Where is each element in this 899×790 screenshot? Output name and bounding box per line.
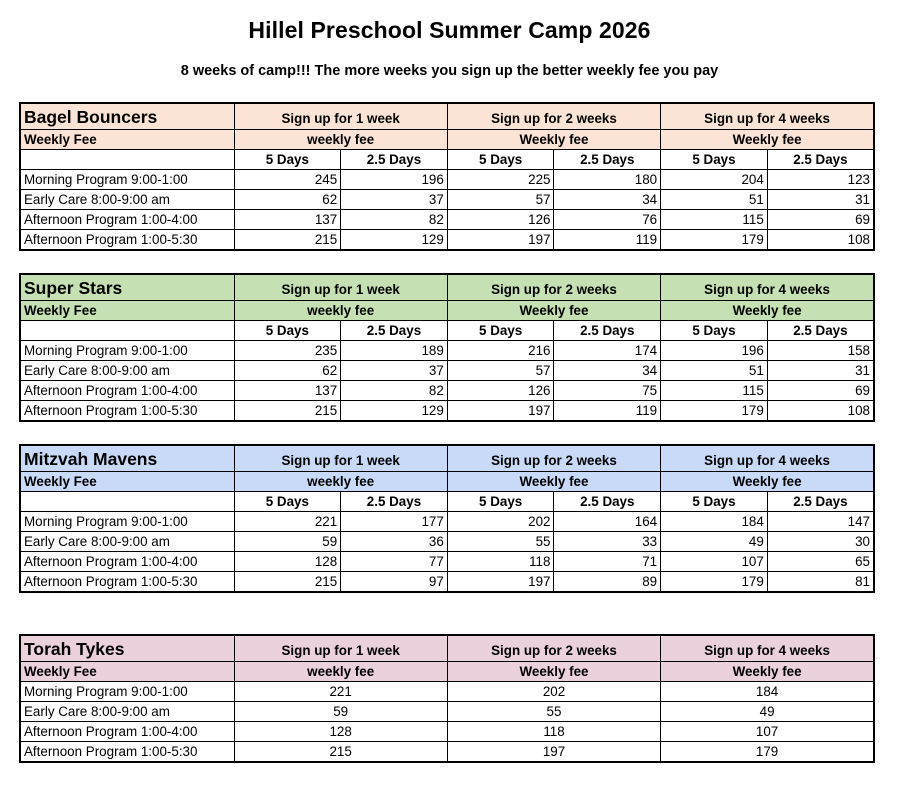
table-row	[20, 230, 874, 251]
fee-value: 126	[447, 381, 554, 401]
fee-value: 202	[447, 512, 554, 532]
header-sign-up-2-weeks: Sign up for 2 weeks	[447, 103, 660, 130]
days-2-5-header: 2.5 Days	[341, 150, 448, 170]
fee-value: 49	[661, 532, 768, 552]
weekly-fee-header: weekly fee	[234, 472, 447, 492]
fee-value: 57	[447, 361, 554, 381]
header-sign-up-4-weeks: Sign up for 4 weeks	[661, 103, 874, 130]
fee-value: 137	[234, 210, 341, 230]
days-5-header: 5 Days	[234, 150, 341, 170]
fee-value: 179	[661, 572, 768, 593]
fee-value: 196	[341, 170, 448, 190]
fee-table-mitzvah-mavens	[19, 444, 875, 593]
days-2-5-header: 2.5 Days	[767, 321, 874, 341]
fee-value: 179	[661, 401, 768, 422]
fee-value: 129	[341, 230, 448, 251]
fee-value: 177	[341, 512, 448, 532]
fee-value: 197	[447, 401, 554, 422]
fee-value: 81	[767, 572, 874, 593]
fee-table-super-stars	[19, 273, 875, 422]
fee-value: 62	[234, 190, 341, 210]
fee-value: 30	[767, 532, 874, 552]
fee-value: 34	[554, 361, 661, 381]
days-5-header: 5 Days	[447, 492, 554, 512]
days-5-header: 5 Days	[447, 321, 554, 341]
fee-value: 128	[234, 552, 341, 572]
table-row	[20, 210, 874, 230]
table-row	[20, 572, 874, 593]
days-5-header: 5 Days	[661, 492, 768, 512]
fee-value: 179	[661, 230, 768, 251]
program-label: Early Care 8:00-9:00 am	[20, 190, 234, 210]
fee-value: 215	[234, 401, 341, 422]
weekly-fee-header: Weekly fee	[447, 662, 660, 682]
days-2-5-header: 2.5 Days	[554, 492, 661, 512]
fee-value: 115	[661, 210, 768, 230]
fee-value: 164	[554, 512, 661, 532]
fee-value: 221	[234, 682, 447, 702]
fee-value: 33	[554, 532, 661, 552]
program-label: Afternoon Program 1:00-5:30	[20, 401, 234, 422]
program-label: Early Care 8:00-9:00 am	[20, 361, 234, 381]
fee-value: 216	[447, 341, 554, 361]
program-label: Morning Program 9:00-1:00	[20, 682, 234, 702]
fee-value: 215	[234, 572, 341, 593]
fee-value: 31	[767, 190, 874, 210]
days-2-5-header: 2.5 Days	[554, 321, 661, 341]
header-sign-up-1-week: Sign up for 1 week	[234, 274, 447, 301]
header-sign-up-2-weeks: Sign up for 2 weeks	[447, 635, 660, 662]
days-2-5-header: 2.5 Days	[341, 492, 448, 512]
fee-value: 215	[234, 742, 447, 763]
fee-value: 65	[767, 552, 874, 572]
program-label: Afternoon Program 1:00-4:00	[20, 722, 234, 742]
fee-value: 62	[234, 361, 341, 381]
fee-value: 158	[767, 341, 874, 361]
weekly-fee-header: weekly fee	[234, 662, 447, 682]
group-name: Bagel Bouncers	[20, 103, 234, 130]
table-row	[20, 381, 874, 401]
fee-value: 179	[661, 742, 874, 763]
weekly-fee-label: Weekly Fee	[20, 130, 234, 150]
program-label: Afternoon Program 1:00-4:00	[20, 381, 234, 401]
days-5-header: 5 Days	[234, 492, 341, 512]
fee-value: 57	[447, 190, 554, 210]
table-row	[20, 401, 874, 422]
page-title: Hillel Preschool Summer Camp 2026	[248, 17, 651, 43]
header-sign-up-1-week: Sign up for 1 week	[234, 103, 447, 130]
weekly-fee-label: Weekly Fee	[20, 301, 234, 321]
program-label: Afternoon Program 1:00-4:00	[20, 210, 234, 230]
weekly-fee-header: Weekly fee	[661, 301, 874, 321]
fee-value: 59	[234, 702, 447, 722]
fee-table-bagel-bouncers	[19, 102, 875, 251]
program-label: Afternoon Program 1:00-5:30	[20, 230, 234, 251]
weekly-fee-header: Weekly fee	[447, 301, 660, 321]
program-label: Early Care 8:00-9:00 am	[20, 702, 234, 722]
header-sign-up-1-week: Sign up for 1 week	[234, 635, 447, 662]
fee-value: 31	[767, 361, 874, 381]
program-label: Morning Program 9:00-1:00	[20, 170, 234, 190]
table-row	[20, 702, 874, 722]
fee-value: 204	[661, 170, 768, 190]
table-row	[20, 552, 874, 572]
days-2-5-header: 2.5 Days	[341, 321, 448, 341]
fee-value: 128	[234, 722, 447, 742]
header-sign-up-2-weeks: Sign up for 2 weeks	[447, 445, 660, 472]
fee-value: 147	[767, 512, 874, 532]
fee-value: 115	[661, 381, 768, 401]
page-subtitle: 8 weeks of camp!!! The more weeks you sign up the better weekly fee you pay	[180, 63, 719, 79]
fee-value: 55	[447, 702, 660, 722]
fee-value: 123	[767, 170, 874, 190]
weekly-fee-header: Weekly fee	[447, 472, 660, 492]
table-row	[20, 742, 874, 763]
fee-value: 196	[661, 341, 768, 361]
fee-value: 197	[447, 230, 554, 251]
fee-value: 184	[661, 682, 874, 702]
fee-value: 36	[341, 532, 448, 552]
fee-value: 119	[554, 230, 661, 251]
empty-cell	[20, 492, 234, 512]
fee-value: 221	[234, 512, 341, 532]
weekly-fee-label: Weekly Fee	[20, 662, 234, 682]
fee-value: 51	[661, 190, 768, 210]
days-5-header: 5 Days	[661, 321, 768, 341]
table-row	[20, 341, 874, 361]
fee-value: 37	[341, 361, 448, 381]
fee-value: 129	[341, 401, 448, 422]
table-row	[20, 532, 874, 552]
program-label: Early Care 8:00-9:00 am	[20, 532, 234, 552]
program-label: Afternoon Program 1:00-4:00	[20, 552, 234, 572]
fee-value: 76	[554, 210, 661, 230]
group-name: Mitzvah Mavens	[20, 445, 234, 472]
days-5-header: 5 Days	[661, 150, 768, 170]
header-sign-up-4-weeks: Sign up for 4 weeks	[661, 635, 874, 662]
fee-value: 37	[341, 190, 448, 210]
weekly-fee-header: Weekly fee	[661, 662, 874, 682]
program-label: Morning Program 9:00-1:00	[20, 512, 234, 532]
program-label: Afternoon Program 1:00-5:30	[20, 742, 234, 763]
weekly-fee-header: Weekly fee	[661, 130, 874, 150]
fee-value: 235	[234, 341, 341, 361]
empty-cell	[20, 321, 234, 341]
fee-value: 107	[661, 552, 768, 572]
days-2-5-header: 2.5 Days	[767, 150, 874, 170]
days-2-5-header: 2.5 Days	[554, 150, 661, 170]
fee-value: 59	[234, 532, 341, 552]
fee-value: 108	[767, 230, 874, 251]
fee-value: 107	[661, 722, 874, 742]
fee-value: 118	[447, 722, 660, 742]
fee-value: 71	[554, 552, 661, 572]
table-row	[20, 170, 874, 190]
weekly-fee-header: weekly fee	[234, 301, 447, 321]
fee-value: 108	[767, 401, 874, 422]
fee-value: 77	[341, 552, 448, 572]
header-sign-up-4-weeks: Sign up for 4 weeks	[661, 445, 874, 472]
header-sign-up-1-week: Sign up for 1 week	[234, 445, 447, 472]
fee-value: 119	[554, 401, 661, 422]
fee-value: 184	[661, 512, 768, 532]
table-row	[20, 361, 874, 381]
fee-value: 197	[447, 742, 660, 763]
header-sign-up-2-weeks: Sign up for 2 weeks	[447, 274, 660, 301]
fee-value: 202	[447, 682, 660, 702]
fee-value: 137	[234, 381, 341, 401]
fee-value: 51	[661, 361, 768, 381]
weekly-fee-header: Weekly fee	[661, 472, 874, 492]
table-row	[20, 190, 874, 210]
fee-value: 197	[447, 572, 554, 593]
weekly-fee-label: Weekly Fee	[20, 472, 234, 492]
program-label: Morning Program 9:00-1:00	[20, 341, 234, 361]
days-5-header: 5 Days	[447, 150, 554, 170]
fee-value: 49	[661, 702, 874, 722]
fee-value: 97	[341, 572, 448, 593]
table-row	[20, 512, 874, 532]
empty-cell	[20, 150, 234, 170]
fee-value: 55	[447, 532, 554, 552]
fee-value: 189	[341, 341, 448, 361]
fee-value: 82	[341, 210, 448, 230]
table-row	[20, 722, 874, 742]
fee-value: 174	[554, 341, 661, 361]
days-2-5-header: 2.5 Days	[767, 492, 874, 512]
fee-table-torah-tykes	[19, 634, 875, 763]
days-5-header: 5 Days	[234, 321, 341, 341]
table-row	[20, 682, 874, 702]
fee-value: 215	[234, 230, 341, 251]
fee-value: 126	[447, 210, 554, 230]
group-name: Torah Tykes	[20, 635, 234, 662]
program-label: Afternoon Program 1:00-5:30	[20, 572, 234, 593]
fee-value: 118	[447, 552, 554, 572]
fee-value: 34	[554, 190, 661, 210]
fee-value: 69	[767, 381, 874, 401]
fee-value: 75	[554, 381, 661, 401]
fee-value: 245	[234, 170, 341, 190]
header-sign-up-4-weeks: Sign up for 4 weeks	[661, 274, 874, 301]
weekly-fee-header: weekly fee	[234, 130, 447, 150]
weekly-fee-header: Weekly fee	[447, 130, 660, 150]
fee-value: 82	[341, 381, 448, 401]
fee-value: 225	[447, 170, 554, 190]
fee-value: 69	[767, 210, 874, 230]
fee-value: 89	[554, 572, 661, 593]
fee-value: 180	[554, 170, 661, 190]
group-name: Super Stars	[20, 274, 234, 301]
